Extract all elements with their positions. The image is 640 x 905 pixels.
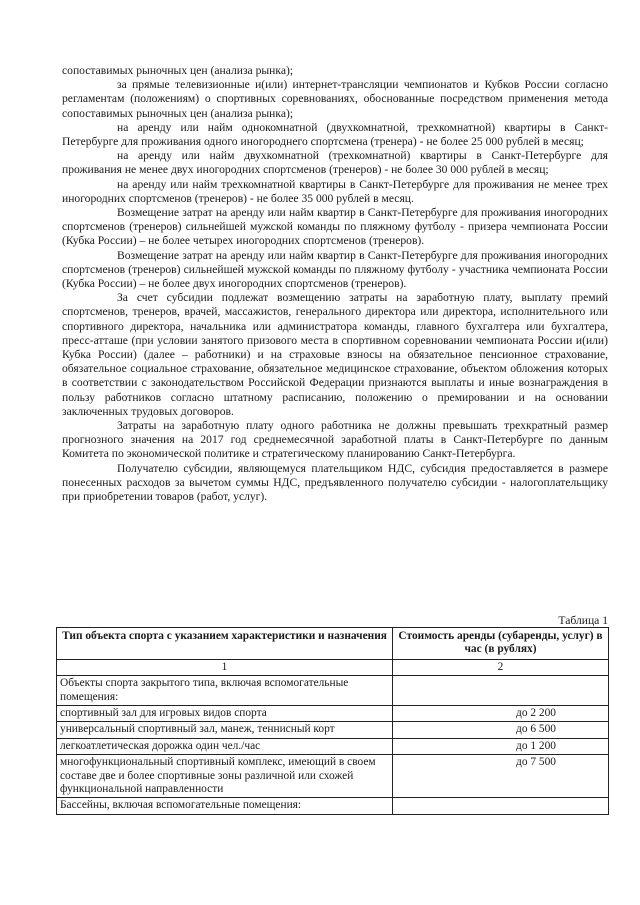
header-object-type: Тип объекта спорта с указанием характеристики и назначения: [57, 628, 393, 660]
paragraph-broadcasts: за прямые телевизионные и(или) интернет-трансляции чемпионатов и Кубков России согласно регламентам (положениям) о спортивных соревнованиях, обоснованные посредством применения метода сопоставимых рыночных цен (анализа рынка);: [62, 78, 608, 120]
paragraph-continuation: сопоставимых рыночных цен (анализа рынка);: [62, 64, 294, 77]
table-caption: Таблица 1: [558, 614, 608, 627]
paragraph-rent-one: на аренду или найм однокомнатной (двухкомнатной, трехкомнатной) квартиры в Санкт-Петербурге для проживания одного иногороднего спортсмена (тренера) - не более 25 000 рублей в месяц;: [62, 120, 608, 149]
row-object: легкоатлетическая дорожка один чел./час: [57, 738, 393, 754]
row-value: до 7 500: [393, 755, 609, 798]
rent-cost-table: [56, 627, 609, 815]
table-row: [57, 755, 609, 798]
table-row: [57, 706, 609, 722]
row-object: Бассейны, включая вспомогательные помещения:: [57, 798, 393, 814]
row-value: до 2 200: [393, 706, 609, 722]
row-value: до 1 200: [393, 738, 609, 754]
table-row: [57, 722, 609, 738]
row-object: Объекты спорта закрытого типа, включая вспомогательные помещения:: [57, 676, 393, 706]
table-row: [57, 738, 609, 754]
column-number-1: 1: [57, 659, 393, 675]
table-row: [57, 798, 609, 814]
paragraph-rent-two: на аренду или найм двухкомнатной (трехкомнатной) квартиры в Санкт-Петербурге для проживания не менее двух иногородних спортсменов (тренеров) - не более 30 000 рублей в месяц;: [62, 149, 608, 177]
row-value: [393, 676, 609, 706]
column-number-2: 2: [393, 659, 609, 675]
row-object: многофункциональный спортивный комплекс, имеющий в своем составе две и более спортивные зоны различной или схожей функциональной направленности: [57, 755, 393, 798]
row-object: универсальный спортивный зал, манеж, теннисный корт: [57, 722, 393, 738]
body-text: [62, 64, 608, 504]
row-object: спортивный зал для игровых видов спорта: [57, 706, 393, 722]
paragraph-vat: Получателю субсидии, являющемуся плательщиком НДС, субсидия предоставляется в размере понесенных расходов за вычетом суммы НДС, предъявленного получателю субсидии - налогоплательщику при приобретении товаров (работ, услуг).: [62, 461, 608, 504]
table-numbering-row: [57, 659, 609, 675]
paragraph-salary: За счет субсидии подлежат возмещению затраты на заработную плату, выплату премий спортсменов, тренеров, врачей, массажистов, генерального директора или директора, исполнительного или спортивного директора, начальника или администратора команды, главного бухгалтера или бухгалтера, пресс-атташе (при условии занятого призового места в спортивном соревновании чемпионата России и(или) Кубка России) (далее – работники) и на страховые взносы на обязательное пенсионное страхование, обязательное социальное страхование, обязательное медицинское страхование, объектом обложения которых в соответствии с законодательством Российской Федерации признаются выплаты и иные вознаграждения в пользу работников согласно штатному расписанию, положению о премировании и на основании заключенных трудовых договоров.: [62, 291, 608, 418]
paragraph-prizewinner: Возмещение затрат на аренду или найм квартир в Санкт-Петербурге для проживания иногородних спортсменов (тренеров) сильнейшей мужской команды по пляжному футболу - призера чемпионата России (Кубка России) – не более четырех иногородних спортсменов (тренеров).: [62, 206, 608, 248]
paragraph-rent-three: на аренду или найм трехкомнатной квартиры в Санкт-Петербурге для проживания не менее трех иногородних спортсменов (тренеров) - не более 35 000 рублей в месяц.: [62, 177, 608, 205]
paragraph-participant: Возмещение затрат на аренду или найм квартир в Санкт-Петербурге для проживания иногородних спортсменов (тренеров) сильнейшей мужской команды по пляжному футболу - участника чемпионата России (Кубка России) – не более двух иногородних спортсменов (тренеров).: [62, 248, 608, 291]
table-row: [57, 676, 609, 706]
header-rent-cost: Стоимость аренды (субаренды, услуг) в час (в рублях): [393, 628, 609, 660]
row-value: [393, 798, 609, 814]
paragraph-salary-limit: Затраты на заработную плату одного работника не должны превышать трехкратный размер прогнозного значения на 2017 год среднемесячной заработной платы в Санкт-Петербурге по данным Комитета по экономической политике и стратегическому планированию Санкт-Петербурга.: [62, 419, 608, 461]
table-header-row: [57, 628, 609, 660]
row-value: до 6 500: [393, 722, 609, 738]
